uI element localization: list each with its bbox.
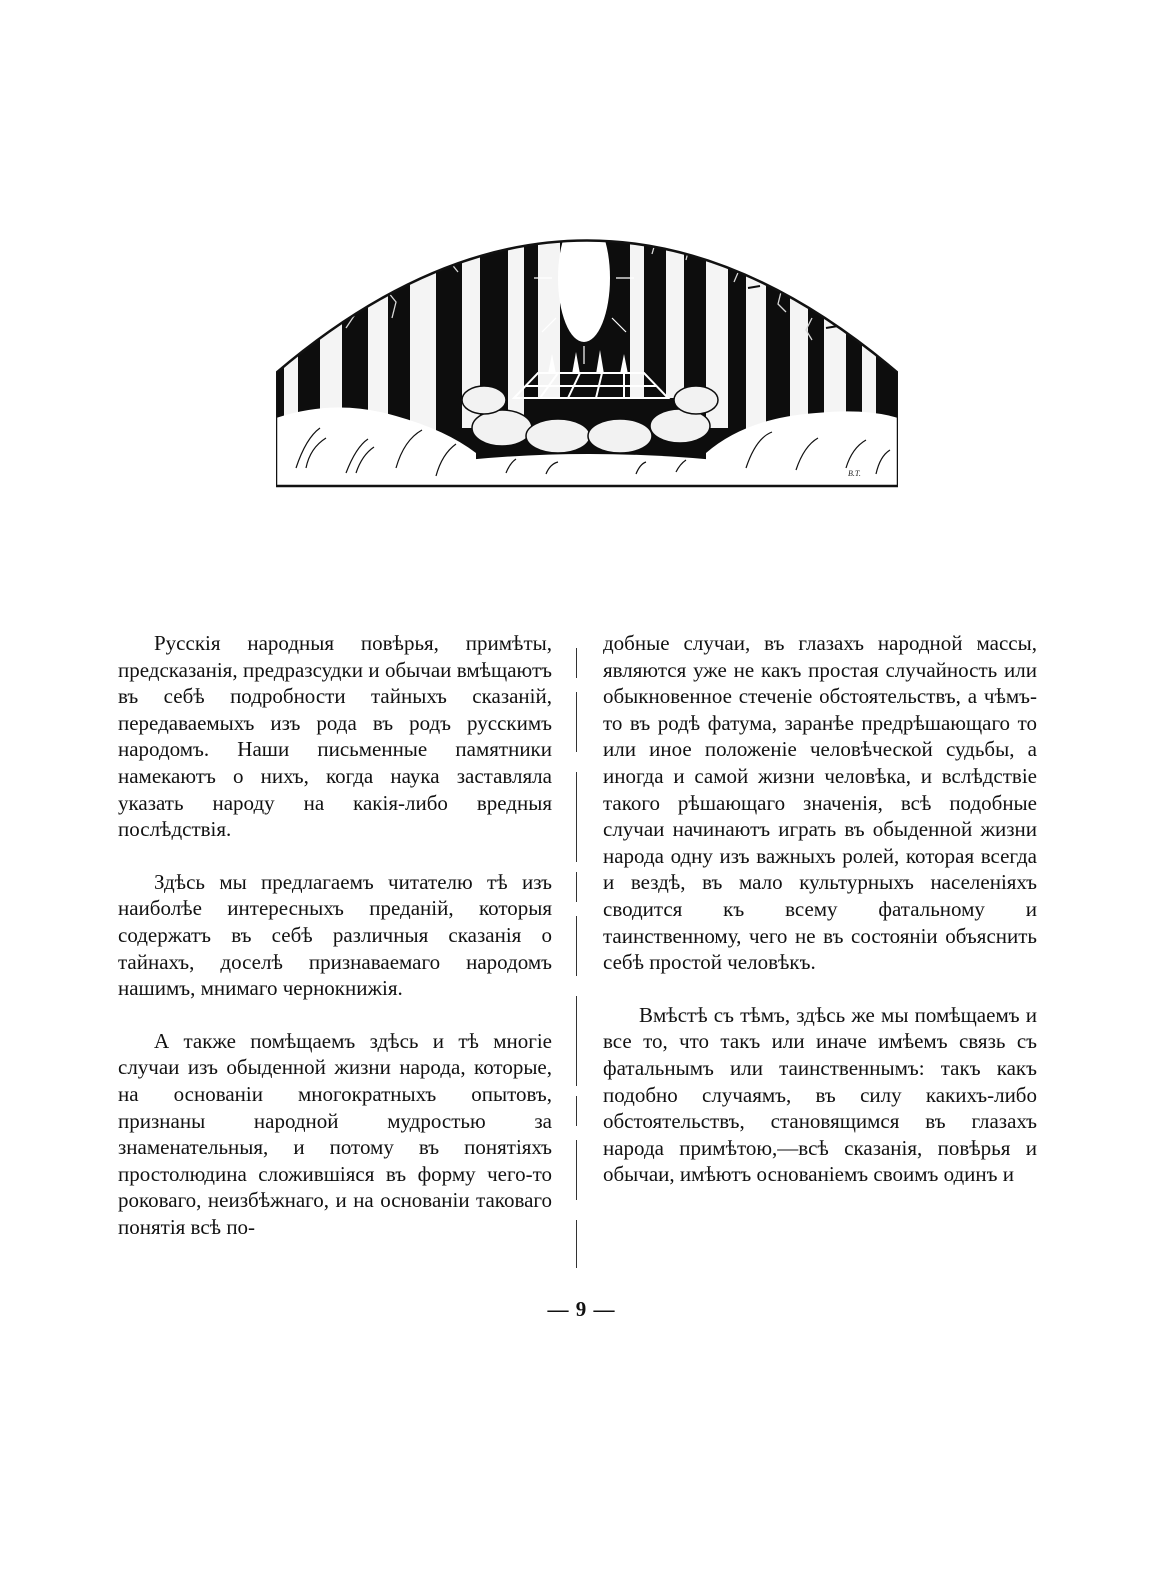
paragraph: Русскія народныя повѣрья, примѣты, предсказанія, предразсудки и обычаи вмѣщаютъ въ себѣ подробности тайныхъ сказаній, передаваемыхъ изъ рода въ родъ русскимъ народомъ. Наши письменные памятники намекаютъ о нихъ, когда наука заставляла указать народу на какія-либо вредныя послѣдствія. [118, 631, 552, 842]
illustrator-signature: В.Т. [848, 469, 861, 478]
text-column-right [603, 630, 1037, 1214]
column-divider [575, 648, 578, 1268]
paragraph: А также помѣщаемъ здѣсь и тѣ многіе случаи изъ обыденной жизни народа, которые, на основаніи многократныхъ опытовъ, признаны народной мудростью за знаменательныя, и потому въ понятіяхъ простолюдина сложившіяся въ форму чего-то роковаго, неизбѣжнаго, и на основаніи таковаго понятія всѣ по- [118, 1028, 552, 1239]
page-number: — 9 — [547, 1297, 616, 1321]
text-column-left [118, 630, 552, 1266]
paragraph: Здѣсь мы предлагаемъ читателю тѣ изъ наиболѣе интересныхъ преданій, которыя содержатъ въ себѣ различныя сказанія о тайнахъ, доселѣ признаваемаго народомъ нашимъ, мнимаго чернокнижія. [118, 869, 552, 1001]
paragraph: добные случаи, въ глазахъ народной массы, являются уже не какъ простая случайность или обыкновенное стеченіе обстоятельствъ, а чѣмъ-то въ родѣ фатума, заранѣе предрѣшающаго то или иное положеніе человѣческой судьбы, а иногда и самой жизни человѣка, и вслѣдствіе такого рѣшающаго значенія, всѣ подобные случаи начинаютъ играть въ обыденной жизни народа одну изъ важныхъ ролей, которая всегда и вездѣ, въ мало культурныхъ населеніяхъ сводится къ всему фатальному и таинственному, чего не въ состояніи объяснить себѣ простой человѣкъ. [603, 631, 1037, 975]
forest-headpiece-illustration [276, 168, 898, 490]
paragraph: Вмѣстѣ съ тѣмъ, здѣсь же мы помѣщаемъ и все то, что такъ или иначе имѣемъ связь съ фатальнымъ или таинственнымъ: такъ какъ подобно случаямъ, въ силу какихъ-либо обстоятельствъ, становящимся въ глазахъ народа примѣтою,—всѣ сказанія, повѣрья и обычаи, имѣютъ основаніемъ своимъ одинъ и [603, 1002, 1037, 1187]
